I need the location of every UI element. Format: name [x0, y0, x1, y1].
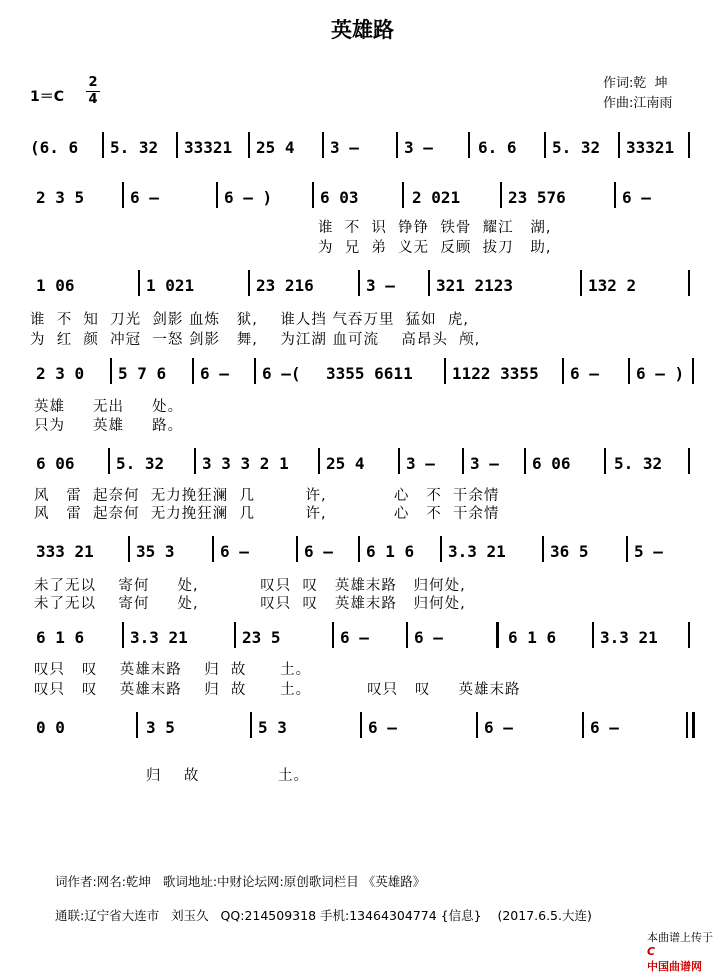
measure: 5 3 — [258, 718, 287, 737]
score-system-8 — [0, 712, 725, 746]
measure: 23 5 — [242, 628, 281, 647]
measure: 6 06 — [36, 454, 75, 473]
measure: 2 3 0 — [36, 364, 85, 383]
measure: 3 5 — [146, 718, 175, 737]
measure: (6. 6 — [30, 138, 79, 157]
site-logo-icon: C — [647, 945, 656, 958]
measure: 6 – — [484, 718, 513, 737]
time-signature-bottom: 4 — [88, 92, 98, 107]
lyric-verse-1: 叹只 叹 英雄末路 归 故 土。 — [34, 662, 312, 678]
score-system-4 — [0, 358, 725, 392]
score-system-6 — [0, 536, 725, 570]
measure: 6 –( — [262, 364, 301, 383]
measure: 6 1 6 — [36, 628, 85, 647]
measure: 25 4 — [326, 454, 365, 473]
measure: 6 – — [220, 542, 249, 561]
measure: 5. 32 — [552, 138, 601, 157]
measure: 3.3 21 — [130, 628, 188, 647]
time-signature — [86, 76, 100, 107]
measure: 6 – ) — [224, 188, 273, 207]
measure: 2 3 5 — [36, 188, 85, 207]
measure: 6 1 6 — [508, 628, 557, 647]
measure: 35 3 — [136, 542, 175, 561]
lyric-verse-1: 英雄 无出 处。 — [34, 399, 184, 415]
measure: 6 03 — [320, 188, 359, 207]
lyric-verse-2: 风 雷 起奈何 无力挽狂澜 几 许, 心 不 干余情 — [34, 506, 500, 522]
measure: 5. 32 — [110, 138, 159, 157]
measure: 3 – — [404, 138, 433, 157]
measure: 1 06 — [36, 276, 75, 295]
measure: 2 021 — [412, 188, 461, 207]
measure: 6 – — [340, 628, 369, 647]
measure: 6 – — [368, 718, 397, 737]
lyric-verse-1: 未了无以 寄何 处, 叹只 叹 英雄末路 归何处, — [34, 578, 466, 594]
lyricist-info: 词作者:网名:乾坤 歌词地址:中财论坛网:原创歌词栏目 《英雄路》 — [55, 874, 426, 889]
measure: 5. 32 — [116, 454, 165, 473]
contact-info: 通联:辽宁省大连市 刘玉久 QQ:214509318 手机:13464304774 {信息} (2017.6.5.大连) — [55, 908, 592, 923]
measure: 333 21 — [36, 542, 94, 561]
measure: 23 576 — [508, 188, 566, 207]
score-system-7 — [0, 622, 725, 656]
measure: 25 4 — [256, 138, 295, 157]
measure: 6 – — [130, 188, 159, 207]
measure: 36 5 — [550, 542, 589, 561]
lyric-verse-1: 风 雷 起奈何 无力挽狂澜 几 许, 心 不 干余情 — [34, 488, 500, 504]
lyric-verse-2: 为 红 颜 冲冠 一怒 剑影 舞, 为江湖 血可流 高昂头 颅, — [30, 332, 481, 348]
measure: 3 – — [330, 138, 359, 157]
measure: 33321 — [626, 138, 675, 157]
lyric-verse-2: 为 兄 弟 义无 反顾 拔刀 助, — [318, 240, 552, 256]
measure: 6 1 6 — [366, 542, 415, 561]
measure: 5 7 6 — [118, 364, 167, 383]
measure: 3 – — [366, 276, 395, 295]
measure: 5 – — [634, 542, 663, 561]
measure: 6. 6 — [478, 138, 517, 157]
measure: 6 – — [414, 628, 443, 647]
measure: 0 0 — [36, 718, 65, 737]
lyric-verse-2: 未了无以 寄何 处, 叹只 叹 英雄末路 归何处, — [34, 596, 466, 612]
upload-text: 本曲谱上传于 — [647, 931, 713, 944]
lyric-verse-1: 谁 不 知 刀光 剑影 血炼 狱, 谁人挡 气吞万里 猛如 虎, — [30, 312, 470, 328]
measure: 1 021 — [146, 276, 195, 295]
time-signature-top: 2 — [88, 75, 98, 90]
measure: 3.3 21 — [600, 628, 658, 647]
measure: 3 – — [470, 454, 499, 473]
measure: 5. 32 — [614, 454, 663, 473]
score-system-3 — [0, 270, 725, 304]
measure: 6 – — [200, 364, 229, 383]
lyric-verse-2: 只为 英雄 路。 — [34, 418, 184, 434]
measure: 321 2123 — [436, 276, 514, 295]
measure: 1122 3355 — [452, 364, 539, 383]
song-title: 英雄路 — [331, 18, 394, 42]
composer-credit: 作曲:江南雨 — [603, 96, 673, 111]
measure: 3 3 3 2 1 — [202, 454, 289, 473]
lyric-verse-1: 归 故 土。 — [146, 768, 309, 784]
measure: 3.3 21 — [448, 542, 506, 561]
site-name: 中国曲谱网 — [647, 960, 702, 973]
lyricist-credit: 作词:乾 坤 — [603, 76, 668, 91]
measure: 6 – — [570, 364, 599, 383]
measure: 3355 6611 — [326, 364, 413, 383]
measure: 23 216 — [256, 276, 314, 295]
upload-credit — [640, 916, 713, 974]
key-signature: 1＝C — [30, 89, 65, 105]
measure: 132 2 — [588, 276, 637, 295]
lyric-verse-1: 谁 不 识 铮铮 铁骨 耀江 湖, — [318, 220, 552, 236]
measure: 6 – — [304, 542, 333, 561]
score-system-1 — [0, 132, 725, 166]
measure: 6 06 — [532, 454, 571, 473]
measure: 6 – ) — [636, 364, 685, 383]
score-system-2 — [0, 182, 725, 216]
measure: 6 – — [622, 188, 651, 207]
measure: 3 – — [406, 454, 435, 473]
measure: 33321 — [184, 138, 233, 157]
measure: 6 – — [590, 718, 619, 737]
score-system-5 — [0, 448, 725, 482]
lyric-verse-2: 叹只 叹 英雄末路 归 故 土。 叹只 叹 英雄末路 — [34, 682, 521, 698]
